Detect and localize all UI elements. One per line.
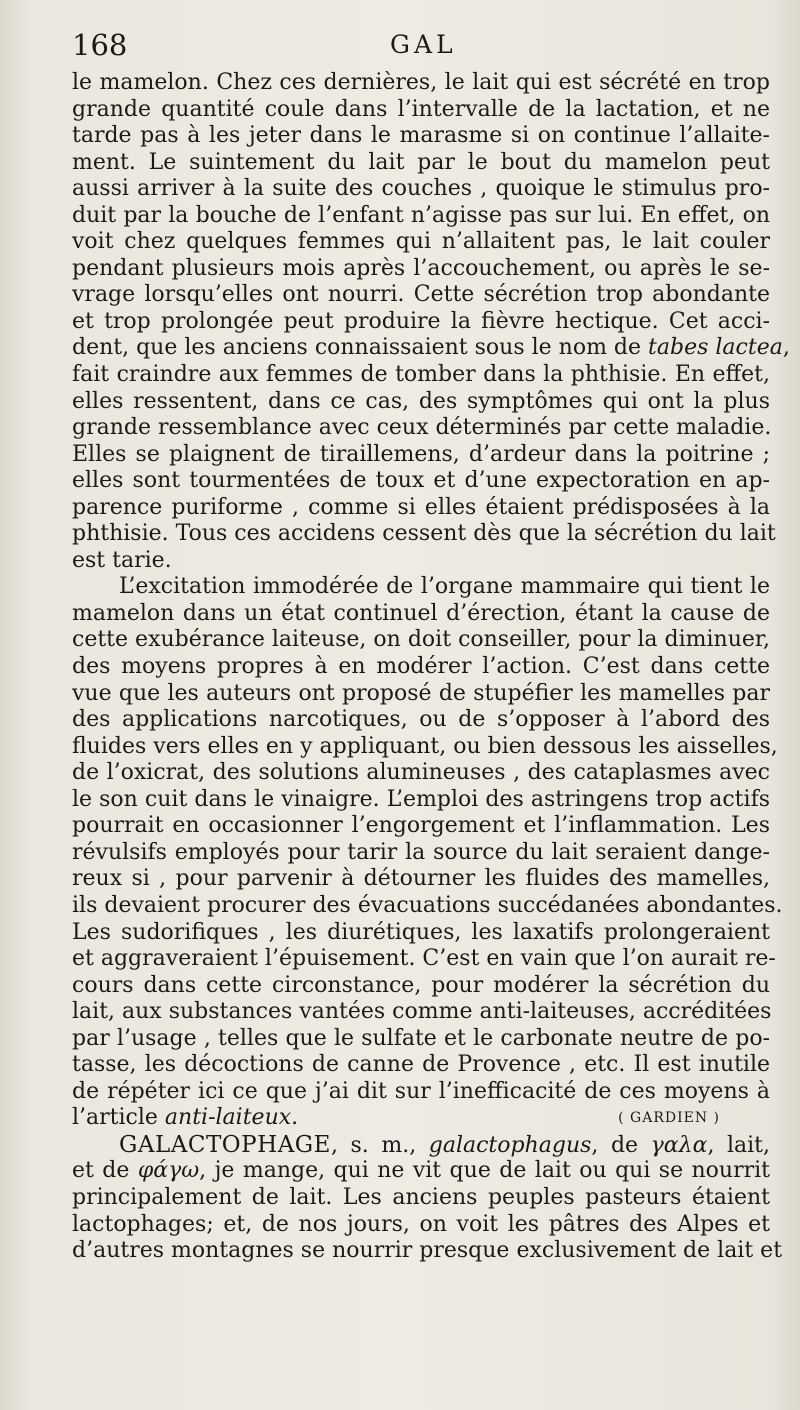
text-line: par l’usage , telles que le sulfate et le carbonate neutre de po- [72,1025,770,1051]
text-line: principalement de lait. Les anciens peuples pasteurs étaient [72,1184,770,1210]
text-line: Les sudorifiques , les diurétiques, les laxatifs prolongeraient [72,919,770,945]
text-line: duit par la bouche de l’enfant n’agisse pas sur lui. En effet, on [72,202,770,228]
text-line [72,1158,770,1185]
latin-term: galactophagus [428,1132,592,1158]
text-line: pendant plusieurs mois après l’accouchement, ou après le se- [72,255,770,281]
text-line: grande quantité coule dans l’intervalle de la lactation, et ne [72,96,770,122]
page-header [72,28,748,68]
text-line: voit chez quelques femmes qui n’allaitent pas, le lait couler [72,229,770,255]
text-run: , lait, [707,1132,771,1158]
text-line: lait, aux substances vantées comme anti-laiteuses, accréditées [72,999,772,1025]
text-line: et aggraveraient l’épuisement. C’est en vain que l’on aurait re- [72,946,776,972]
text-line: révulsifs employés pour tarir la source du lait seraient dange- [72,839,770,865]
latin-term: tabes lactea [648,335,783,361]
text-run: , je mange, qui ne vit que de lait ou qui se nourrit [199,1158,770,1184]
text-line [72,335,790,362]
text-line: et trop prolongée peut produire la fièvre hectique. Cet acci- [72,308,770,334]
running-head: GAL [390,30,457,59]
text-run: , de [591,1132,651,1158]
text-line: est tarie. [72,547,172,573]
text-run: , s. m., [330,1132,429,1158]
page-number: 168 [72,28,128,62]
text-line: d’autres montagnes se nourrir presque exclusivement de lait et [72,1238,783,1264]
text-line: reux si , pour parvenir à détourner les fluides des mamelles, [72,866,770,892]
text-line: lactophages; et, de nos jours, on voit les pâtres des Alpes et [72,1211,770,1237]
text-line: tarde pas à les jeter dans le marasme si on continue l’allaite- [72,123,770,149]
term-reference: anti-laiteux [164,1105,292,1131]
text-line: Elles se plaignent de tiraillemens, d’ardeur dans la poitrine ; [72,441,770,467]
text-run: et de [72,1158,138,1184]
text-line: vrage lorsqu’elles ont nourri. Cette sécrétion trop abondante [72,282,770,308]
text-run: , [782,335,790,361]
text-line [72,1105,770,1132]
text-line: fait craindre aux femmes de tomber dans la phthisie. En effet, [72,362,770,388]
text-line: fluides vers elles en y appliquant, ou bien dessous les aisselles, [72,733,778,759]
text-line: aussi arriver à la suite des couches , quoique le stimulus pro- [72,176,770,202]
text-line: cours dans cette circonstance, pour modérer la sécrétion du [72,972,770,998]
text-line: vue que les auteurs ont proposé de stupéfier les mamelles par [72,680,770,706]
text-line: pourrait en occasionner l’engorgement et l’inflammation. Les [72,813,770,839]
text-run: . [291,1105,299,1131]
text-line: ment. Le suintement du lait par le bout du mamelon peut [72,149,770,175]
text-run: l’article [72,1105,165,1131]
greek-term: γαλα [650,1132,708,1158]
author-signature: ( GARDIEN ) [618,1110,720,1127]
entry-first-line [72,1132,770,1159]
text-line: elles sont tourmentées de toux et d’une expectoration en ap- [72,468,770,494]
text-line: tasse, les décoctions de canne de Provence , etc. Il est inutile [72,1052,770,1078]
text-line: parence puriforme , comme si elles étaient prédisposées à la [72,494,770,520]
text-line: des applications narcotiques, ou de s’opposer à l’abord des [72,707,770,733]
text-line: phthisie. Tous ces accidens cessent dès que la sécrétion du lait [72,521,776,547]
text-line: mamelon dans un état continuel d’érection, étant la cause de [72,600,770,626]
text-line: le mamelon. Chez ces dernières, le lait qui est sécrété en trop [72,70,770,95]
text-line: le son cuit dans le vinaigre. L’emploi des astringens trop actifs [72,786,770,812]
text-line: de l’oxicrat, des solutions alumineuses , des cataplasmes avec [72,760,770,786]
text-line: ils devaient procurer des évacuations succédanées abondantes. [72,892,783,918]
text-line: cette exubérance laiteuse, on doit conseiller, pour la diminuer, [72,627,770,653]
body-text [72,70,790,1265]
text-line: grande ressemblance avec ceux déterminés par cette maladie. [72,415,772,441]
entry-headword: GALACTOPHAGE [119,1131,331,1158]
text-line: L’excitation immodérée de l’organe mammaire qui tient le [119,574,770,600]
text-run: dent, que les anciens connaissaient sous le nom de [72,335,649,361]
greek-term: φάγω [137,1158,200,1184]
text-line: elles ressentent, dans ce cas, des symptômes qui ont la plus [72,388,770,414]
text-line: des moyens propres à en modérer l’action. C’est dans cette [72,654,770,680]
text-line: de répéter ici ce que j’ai dit sur l’inefficacité de ces moyens à [72,1078,770,1104]
